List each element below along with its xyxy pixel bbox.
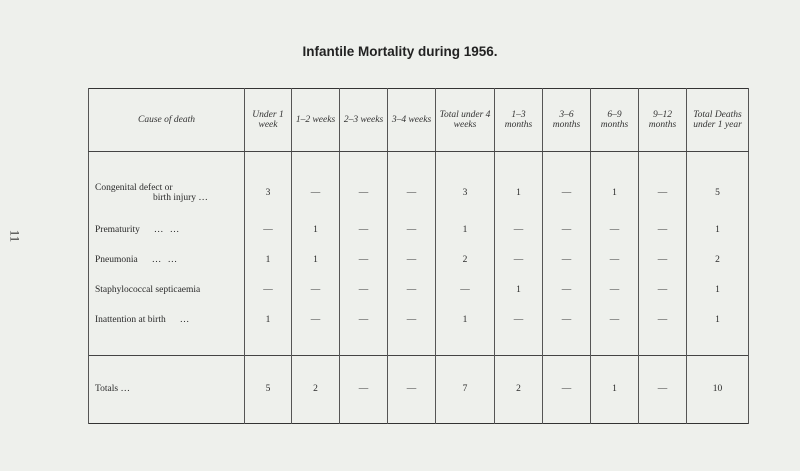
column-header: 2–3 weeks [340,89,388,152]
total-cell: — [388,355,436,423]
value-cell: 1 [436,215,495,245]
value-cell: — [639,305,687,335]
cause-label: birth injury … [153,193,208,204]
total-cell: 1 [591,355,639,423]
value-cell: — [495,245,543,275]
leader-dots: … … [151,254,180,265]
cause-cell [89,305,245,335]
value-cell: — [292,275,340,305]
value-cell: — [245,215,292,245]
value-cell: — [388,171,436,214]
cause-label: Staphylococcal septicaemia [95,285,201,296]
value-cell: — [340,171,388,214]
cause-cell [89,171,245,214]
value-cell: — [340,245,388,275]
table-row [89,245,749,275]
column-header: 1–3 months [495,89,543,152]
value-cell: 3 [436,171,495,214]
column-header: 3–6 months [543,89,591,152]
leader-dots: … [179,315,192,326]
value-cell: 1 [436,305,495,335]
value-cell: — [639,275,687,305]
value-cell: — [388,215,436,245]
column-header: 9–12 months [639,89,687,152]
table-row [89,171,749,214]
value-cell: — [543,171,591,214]
leader-dots: … … [153,224,182,235]
cause-cell [89,215,245,245]
spacer-row [89,152,749,172]
value-cell: — [543,215,591,245]
column-header: Total under 4 weeks [436,89,495,152]
total-cell: 5 [245,355,292,423]
value-cell: 1 [292,245,340,275]
total-cell: — [639,355,687,423]
value-cell: — [543,275,591,305]
value-cell: — [543,245,591,275]
value-cell: — [495,215,543,245]
totals-row [89,355,749,423]
cause-label: Inattention at birth [95,315,166,326]
spacer-row [89,336,749,356]
value-cell: — [639,215,687,245]
value-cell: — [340,305,388,335]
value-cell: — [388,275,436,305]
table-row [89,275,749,305]
value-cell: — [495,305,543,335]
value-cell: — [340,215,388,245]
value-cell: — [292,171,340,214]
column-header: Under 1 week [245,89,292,152]
table-row [89,305,749,335]
value-cell: 1 [687,275,749,305]
value-cell: — [591,305,639,335]
value-cell: — [639,245,687,275]
column-header: Cause of death [89,89,245,152]
total-cell: 10 [687,355,749,423]
value-cell: 1 [687,215,749,245]
value-cell: — [245,275,292,305]
value-cell: 1 [245,245,292,275]
cause-cell [89,245,245,275]
value-cell: 1 [245,305,292,335]
value-cell: 1 [292,215,340,245]
value-cell: — [340,275,388,305]
value-cell: — [388,245,436,275]
value-cell: 1 [495,275,543,305]
value-cell: — [388,305,436,335]
total-cell: — [543,355,591,423]
column-header: 6–9 months [591,89,639,152]
value-cell: 1 [687,305,749,335]
value-cell: 5 [687,171,749,214]
value-cell: 1 [495,171,543,214]
page-number: 11 [7,229,23,243]
value-cell: 3 [245,171,292,214]
column-header: 3–4 weeks [388,89,436,152]
totals-label: Totals … [89,355,245,423]
mortality-table [88,88,749,424]
value-cell: — [436,275,495,305]
value-cell: 2 [687,245,749,275]
total-cell: 7 [436,355,495,423]
cause-label: Congenital defect or [95,183,173,194]
total-cell: 2 [495,355,543,423]
total-cell: 2 [292,355,340,423]
total-cell: — [340,355,388,423]
value-cell: 1 [591,171,639,214]
header-row [89,89,749,152]
table-row [89,215,749,245]
value-cell: — [591,275,639,305]
column-header: 1–2 weeks [292,89,340,152]
cause-cell [89,275,245,305]
value-cell: — [543,305,591,335]
cause-label: Pneumonia [95,254,138,265]
cause-label: Prematurity [95,224,140,235]
column-header: Total Deaths under 1 year [687,89,749,152]
value-cell: 2 [436,245,495,275]
value-cell: — [292,305,340,335]
table-title: Infantile Mortality during 1956. [302,44,498,59]
value-cell: — [591,215,639,245]
value-cell: — [639,171,687,214]
value-cell: — [591,245,639,275]
